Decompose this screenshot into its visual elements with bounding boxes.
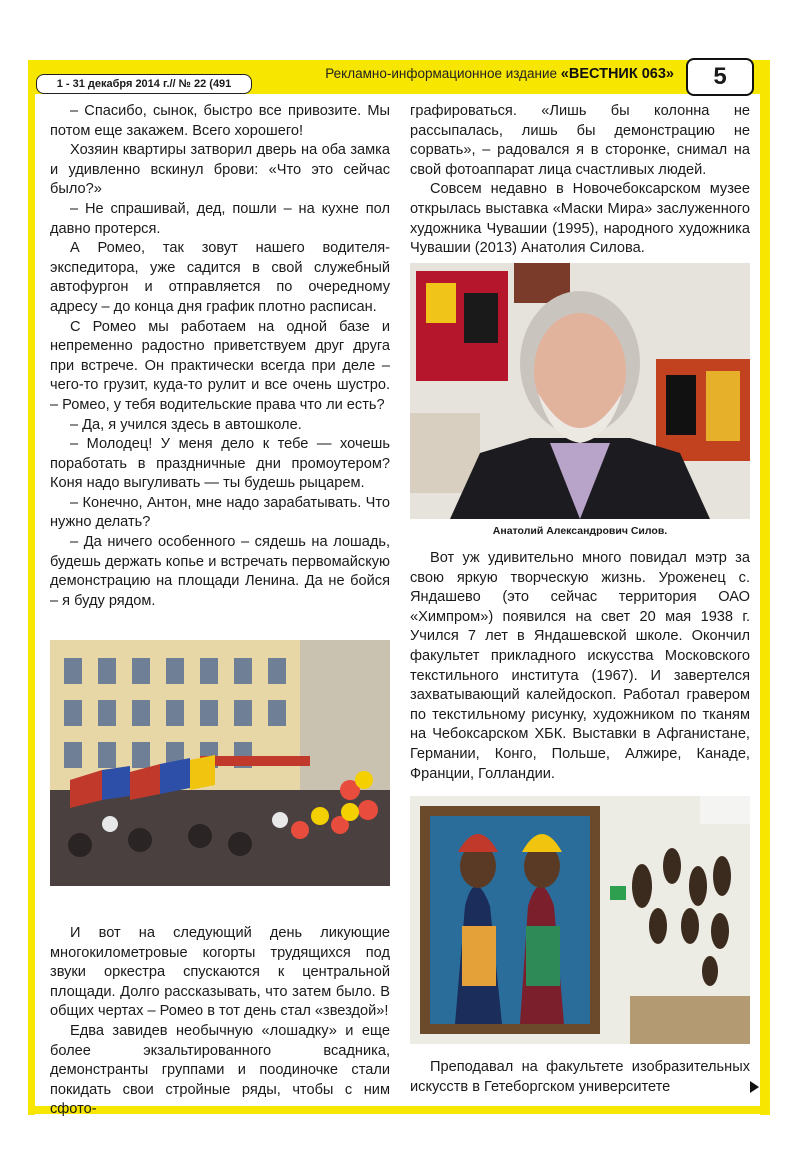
paragraph: – Да, я учился здесь в автошколе. <box>70 416 302 433</box>
paragraph: Преподавал на факультете изобразительных искусств в Гетеборгском университете <box>410 1059 750 1095</box>
paragraph: А Ромео, так зовут нашего водителя-экспедитора, уже садится в свой служебный автофургон и отправляется по очередному адресу – до конца дня график плотно расписан. <box>50 240 390 315</box>
paragraph: Вот уж удивительно много повидал мэтр за свою яркую творческую жизнь. Уроженец с. Яндашево (это сейчас территория ОАО «Химпром») появился на свет 20 мая 1938 г. Учился 7 лет в Яндашевской школе. Окончил факультет прикладного искусства Московского текстильного института (1967). И завертелся захватывающий калейдоскоп. Работал гравером по текстильному рисунку, художником по тканям на Чебоксарском ХБК. Выставки в Афганистане, Германии, Конго, Польше, Алжире, Канаде, Франции, Голландии. <box>410 550 750 782</box>
paragraph: – Молодец! У меня дело к тебе — хочешь поработать в праздничные дни промоутером? Коня надо выгуливать — ты будешь рыцарем. <box>50 436 390 492</box>
issue-date: 1 - 31 декабря 2014 г.// № 22 (491 <box>36 74 252 94</box>
article-body <box>38 100 756 1118</box>
artist-portrait-photo <box>410 263 750 519</box>
paragraph: – Да ничего особенного – сядешь на лошадь, будешь держать копье и встречать первомайскую демонстрацию на площади Ленина. Да не бойся – я буду рядом. <box>50 534 390 609</box>
paragraph: – Конечно, Антон, мне надо зарабатывать. Что нужно делать? <box>50 494 390 531</box>
publication-title <box>268 66 674 82</box>
right-yellow-border <box>760 60 770 1115</box>
right-column-middle <box>410 549 750 784</box>
paragraph: Хозяин квартиры затворил дверь на оба замка и удивленно вскинул брови: «Что это сейчас было?» <box>50 142 390 198</box>
paragraph: Совсем недавно в Новочебоксарском музее открылась выставка «Маски Мира» заслуженного художника Чувашии (1995), народного художника Чувашии (2013) Анатолия Силова. <box>410 181 750 257</box>
demonstration-photo <box>50 640 390 886</box>
paragraph: Едва завидев необычную «лошадку» и еще более экзальтированного всадника, демонстранты группами и поодиночке стали покидать свои стройные ряды, чтобы с ним сфото- <box>50 1022 390 1118</box>
continue-arrow-icon <box>750 1081 759 1093</box>
exhibition-photo <box>410 796 750 1044</box>
right-column-bottom <box>410 1058 750 1097</box>
publication-prefix: Рекламно-информационное издание <box>325 66 561 81</box>
paragraph: – Не спрашивай, дед, пошли – на кухне пол давно протерся. <box>50 200 390 237</box>
page-number: 5 <box>686 58 754 96</box>
left-column-top <box>50 102 390 611</box>
portrait-caption: Анатолий Александрович Силов. <box>492 525 668 537</box>
left-column-bottom <box>50 924 390 1120</box>
left-yellow-border <box>28 60 35 1115</box>
paragraph: С Ромео мы работаем на одной базе и непременно радостно приветствуем друг друга при встрече. Он практически всегда при деле – чего-то грузит, куда-то рулит и все очень шустро. – Ромео, у тебя водительские права что ли есть? <box>50 318 390 413</box>
paragraph: – Спасибо, сынок, быстро все привозите. Мы потом еще закажем. Всего хорошего! <box>50 103 390 139</box>
right-column-top <box>410 102 750 259</box>
paragraph: графироваться. «Лишь бы колонна не рассыпалась, лишь бы демонстрацию не сорвать», – радовался я в сторонке, снимал на свой фотоаппарат лица счастливых людей. <box>410 103 750 178</box>
paragraph: И вот на следующий день ликующие многокилометровые когорты трудящихся под звуки оркестра спускаются к центральной площади. Долго рассказывать, что затем было. В общих чертах – Ромео в тот день стал «звездой»! <box>50 925 390 1020</box>
publication-name: «ВЕСТНИК 063» <box>560 66 674 82</box>
